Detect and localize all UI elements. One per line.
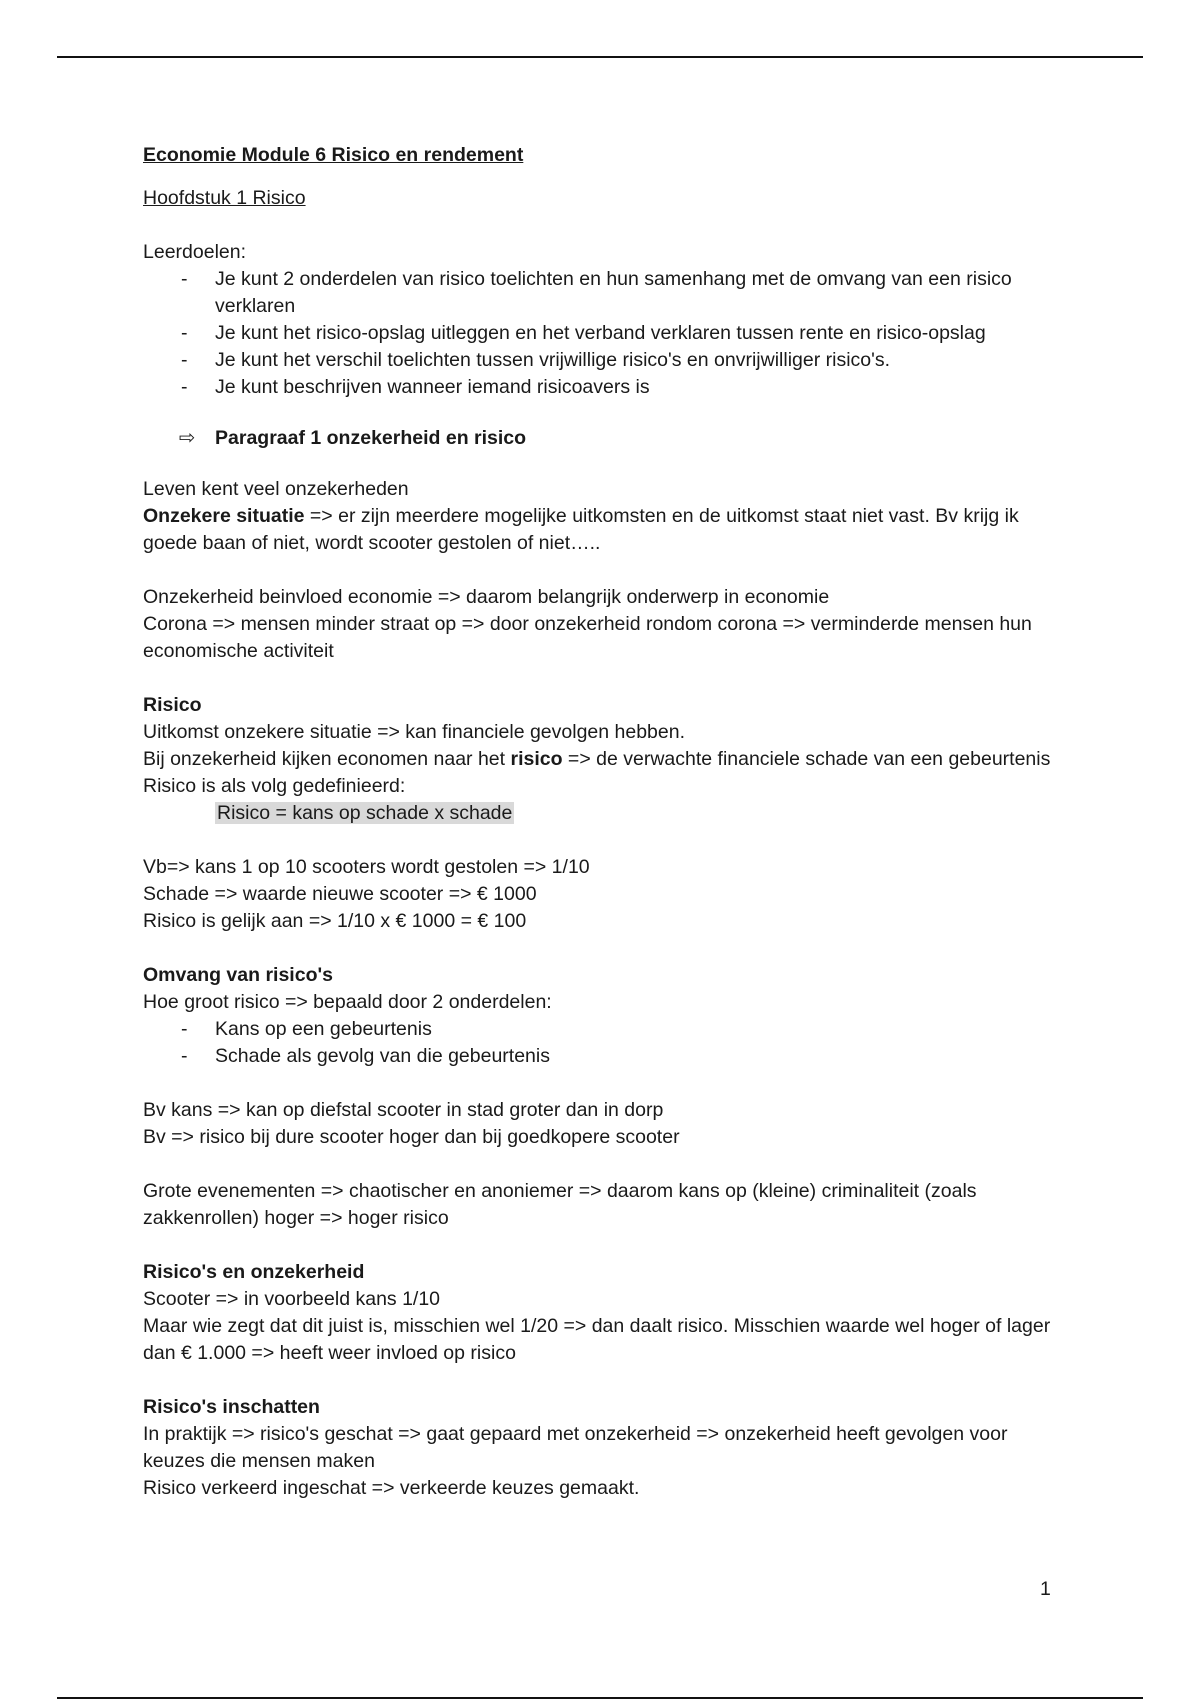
scope-example-line: Bv kans => kan op diefstal scooter in stad groter dan in dorp bbox=[143, 1099, 664, 1121]
definition-onzekere-situatie: Onzekere situatie => er zijn meerdere mogelijke uitkomsten en de uitkomst staat niet vast. Bv krijg ik goede baan of niet, wordt scooter gestolen of niet….. bbox=[143, 505, 1019, 554]
list-item: - Je kunt het risico-opslag uitleggen en het verband verklaren tussen rente en risico-opslag bbox=[143, 320, 1063, 347]
scope-list bbox=[143, 1016, 1063, 1070]
dash-bullet: - bbox=[181, 1018, 188, 1040]
scope-example-line: Bv => risico bij dure scooter hoger dan bij goedkopere scooter bbox=[143, 1126, 680, 1148]
risk-formula bbox=[143, 800, 1063, 827]
dash-bullet: - bbox=[181, 1045, 188, 1067]
highlighted-formula: Risico = kans op schade x schade bbox=[217, 802, 513, 824]
dash-bullet: - bbox=[181, 268, 188, 290]
dash-bullet: - bbox=[181, 322, 188, 344]
list-item: - Je kunt beschrijven wanneer iemand risicoavers is bbox=[143, 374, 1063, 401]
list-item: - Kans op een gebeurtenis bbox=[143, 1016, 1063, 1043]
section-heading-omvang: Omvang van risico's bbox=[143, 964, 333, 986]
page-number: 1 bbox=[1040, 1578, 1051, 1600]
paragraph-heading: ⇨ Paragraaf 1 onzekerheid en risico bbox=[143, 425, 1063, 452]
example-line: Risico is gelijk aan => 1/10 x € 1000 = € 100 bbox=[143, 910, 527, 932]
section-heading-inschatten: Risico's inschatten bbox=[143, 1396, 320, 1418]
estimate-line: Risico verkeerd ingeschat => verkeerde keuzes gemaakt. bbox=[143, 1477, 640, 1499]
corona-line: Corona => mensen minder straat op => door onzekerheid rondom corona => verminderde mensen hun economische activiteit bbox=[143, 613, 1032, 662]
dash-bullet: - bbox=[181, 349, 188, 371]
document-title: Economie Module 6 Risico en rendement bbox=[143, 144, 524, 166]
defined-term: risico bbox=[510, 748, 563, 770]
economy-line: Onzekerheid beinvloed economie => daarom belangrijk onderwerp in economie bbox=[143, 586, 830, 608]
page-bottom-rule bbox=[57, 1697, 1143, 1699]
example-line: Vb=> kans 1 op 10 scooters wordt gestolen => 1/10 bbox=[143, 856, 590, 878]
example-line: Schade => waarde nieuwe scooter => € 1000 bbox=[143, 883, 537, 905]
learning-goals-label: Leerdoelen: bbox=[143, 241, 247, 263]
list-item: - Je kunt 2 onderdelen van risico toelichten en hun samenhang met de omvang van een risico verklaren bbox=[181, 268, 1012, 317]
risk-line: Uitkomst onzekere situatie => kan financiele gevolgen hebben. bbox=[143, 721, 686, 743]
intro-line: Leven kent veel onzekerheden bbox=[143, 478, 409, 500]
list-item: - Je kunt het verschil toelichten tussen vrijwillige risico's en onvrijwilliger risico's. bbox=[143, 347, 1063, 374]
risk-definition-line: Bij onzekerheid kijken economen naar het risico => de verwachte financiele schade van een gebeurtenis bbox=[143, 748, 1051, 770]
uncertainty-line: Scooter => in voorbeeld kans 1/10 bbox=[143, 1288, 441, 1310]
defined-term: Onzekere situatie bbox=[143, 505, 305, 527]
learning-goals-list bbox=[143, 266, 1063, 401]
chapter-heading: Hoofdstuk 1 Risico bbox=[143, 187, 306, 209]
scope-line: Hoe groot risico => bepaald door 2 onderdelen: bbox=[143, 991, 552, 1013]
events-line: Grote evenementen => chaotischer en anoniemer => daarom kans op (kleine) criminaliteit (zoals zakkenrollen) hoger => hoger risico bbox=[143, 1180, 977, 1229]
list-item: - Schade als gevolg van die gebeurtenis bbox=[143, 1043, 1063, 1070]
uncertainty-line: Maar wie zegt dat dit juist is, misschien wel 1/20 => dan daalt risico. Misschien waarde wel hoger of lager dan € 1.000 => heeft weer invloed op risico bbox=[143, 1315, 1051, 1364]
dash-bullet: - bbox=[181, 376, 188, 398]
section-heading-risico: Risico bbox=[143, 694, 202, 716]
arrow-right-icon: ⇨ bbox=[179, 427, 196, 449]
section-heading-onzekerheid: Risico's en onzekerheid bbox=[143, 1261, 365, 1283]
page-top-rule bbox=[57, 56, 1143, 58]
estimate-line: In praktijk => risico's geschat => gaat gepaard met onzekerheid => onzekerheid heeft gevolgen voor keuzes die mensen maken bbox=[143, 1423, 1008, 1472]
risk-line: Risico is als volg gedefinieerd: bbox=[143, 775, 406, 797]
document-body bbox=[143, 142, 1063, 1502]
